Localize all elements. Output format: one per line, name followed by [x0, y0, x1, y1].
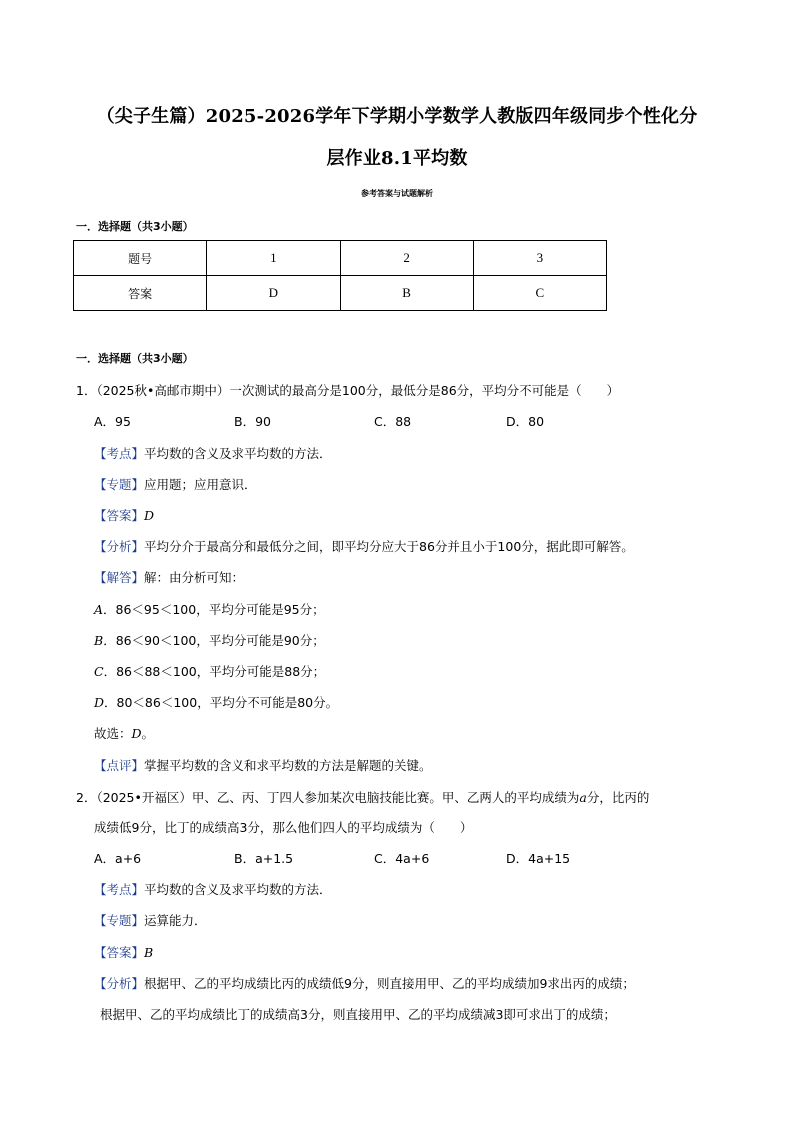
q1-step-d — [94, 693, 338, 711]
q2-stem-line2: 成绩低9分，比丁的成绩高3分，那么他们四人的平均成绩为（ ） — [94, 820, 473, 835]
q1-stem: 1．（2025秋•高邮市期中）一次测试的最高分是100分，最低分是86分，平均分不可能是（ ） — [76, 383, 620, 398]
q2-zhuanti — [94, 911, 207, 929]
kaodian-text: 平均数的含义及求平均数的方法． — [144, 882, 332, 897]
q2-daan — [94, 943, 153, 961]
document-title-line1: （尖子生篇）2025-2026学年下学期小学数学人教版四年级同步个性化分 — [96, 106, 698, 127]
q1-option-b: B．90 — [234, 414, 271, 429]
guxuan-label: 故选： — [94, 726, 132, 741]
q2-option-d: D．4a+15 — [506, 851, 571, 866]
q2-fenxi-line2: 根据甲、乙的平均成绩比丁的成绩高3分，则直接用甲、乙的平均成绩减3即可求出丁的成绩； — [100, 1007, 616, 1022]
q1-option-d: D．80 — [506, 414, 545, 429]
step-text: ．86＜88＜100，平均分可能是88分； — [103, 664, 326, 679]
label-tag: 【考点】 — [94, 882, 145, 897]
table-cell: B — [340, 276, 473, 311]
label-tag: 【答案】 — [94, 508, 145, 523]
q1-kaodian — [94, 444, 332, 462]
q2-stem-line1 — [76, 788, 649, 806]
q1-step-a — [94, 600, 325, 618]
q1-options — [94, 412, 544, 430]
table-cell: 1 — [207, 241, 340, 276]
label-tag: 【分析】 — [94, 539, 145, 554]
guxuan-answer: D — [131, 726, 142, 741]
label-tag: 【分析】 — [94, 976, 145, 991]
q2-stem-part: 分，比丙的 — [586, 790, 650, 805]
step-letter: A — [94, 602, 104, 617]
table-cell: 题号 — [74, 241, 207, 276]
q1-zhuanti — [94, 475, 257, 493]
q1-option-c: C．88 — [374, 414, 412, 429]
q1-step-c — [94, 662, 325, 680]
step-letter: B — [94, 633, 104, 648]
zhuanti-text: 应用题；应用意识． — [144, 477, 257, 492]
step-text: ．80＜86＜100，平均分不可能是80分。 — [104, 695, 339, 710]
document-title-line2: 层作业8.1平均数 — [326, 148, 468, 169]
dianping-text: 掌握平均数的含义和求平均数的方法是解题的关键。 — [144, 758, 432, 773]
q1-option-a: A．95 — [94, 414, 131, 429]
step-text: ．86＜95＜100，平均分可能是95分； — [103, 602, 325, 617]
section-heading-2: 一．选择题（共3小题） — [76, 352, 194, 365]
q1-guxuan — [94, 724, 154, 742]
table-cell: 答案 — [74, 276, 207, 311]
answer-table-header-row — [74, 241, 607, 276]
label-tag: 【点评】 — [94, 758, 145, 773]
answer-table-answer-row — [74, 276, 607, 311]
table-cell: D — [207, 276, 340, 311]
kaodian-text: 平均数的含义及求平均数的方法． — [144, 446, 332, 461]
q2-options — [94, 849, 570, 867]
label-tag: 【答案】 — [94, 945, 145, 960]
guxuan-end: 。 — [141, 726, 155, 741]
step-text: ．86＜90＜100，平均分可能是90分； — [103, 633, 325, 648]
table-cell: 2 — [340, 241, 473, 276]
q2-fenxi-line1 — [94, 974, 635, 992]
step-letter: C — [94, 664, 104, 679]
q2-stem-var: a — [579, 790, 587, 805]
q1-daan — [94, 506, 154, 524]
label-tag: 【解答】 — [94, 570, 145, 585]
q2-option-a: A．a+6 — [94, 851, 142, 866]
table-cell: C — [473, 276, 606, 311]
label-tag: 【考点】 — [94, 446, 145, 461]
q2-kaodian — [94, 880, 332, 898]
section-heading: 一．选择题（共3小题） — [76, 220, 194, 233]
fenxi-text: 平均分介于最高分和最低分之间，即平均分应大于86分并且小于100分，据此即可解答。 — [144, 539, 634, 554]
q1-step-b — [94, 631, 325, 649]
fenxi-text: 根据甲、乙的平均成绩比丙的成绩低9分，则直接用甲、乙的平均成绩加9求出丙的成绩； — [144, 976, 635, 991]
q1-jieda — [94, 568, 244, 586]
q2-option-c: C．4a+6 — [374, 851, 430, 866]
table-cell: 3 — [473, 241, 606, 276]
zhuanti-text: 运算能力． — [144, 913, 207, 928]
label-tag: 【专题】 — [94, 477, 145, 492]
q1-fenxi — [94, 537, 634, 555]
answer-text: D — [144, 508, 155, 523]
q2-option-b: B．a+1.5 — [234, 851, 294, 866]
q1-dianping — [94, 756, 432, 774]
label-tag: 【专题】 — [94, 913, 145, 928]
document-subtitle: 参考答案与试题解析 — [361, 189, 433, 198]
jieda-text: 解：由分析可知： — [144, 570, 245, 585]
step-letter: D — [94, 695, 105, 710]
answer-text: B — [144, 945, 154, 960]
q2-stem-part: 2．（2025•开福区）甲、乙、丙、丁四人参加某次电脑技能比赛。甲、乙两人的平均成绩为 — [76, 790, 580, 805]
answer-table — [73, 240, 607, 311]
